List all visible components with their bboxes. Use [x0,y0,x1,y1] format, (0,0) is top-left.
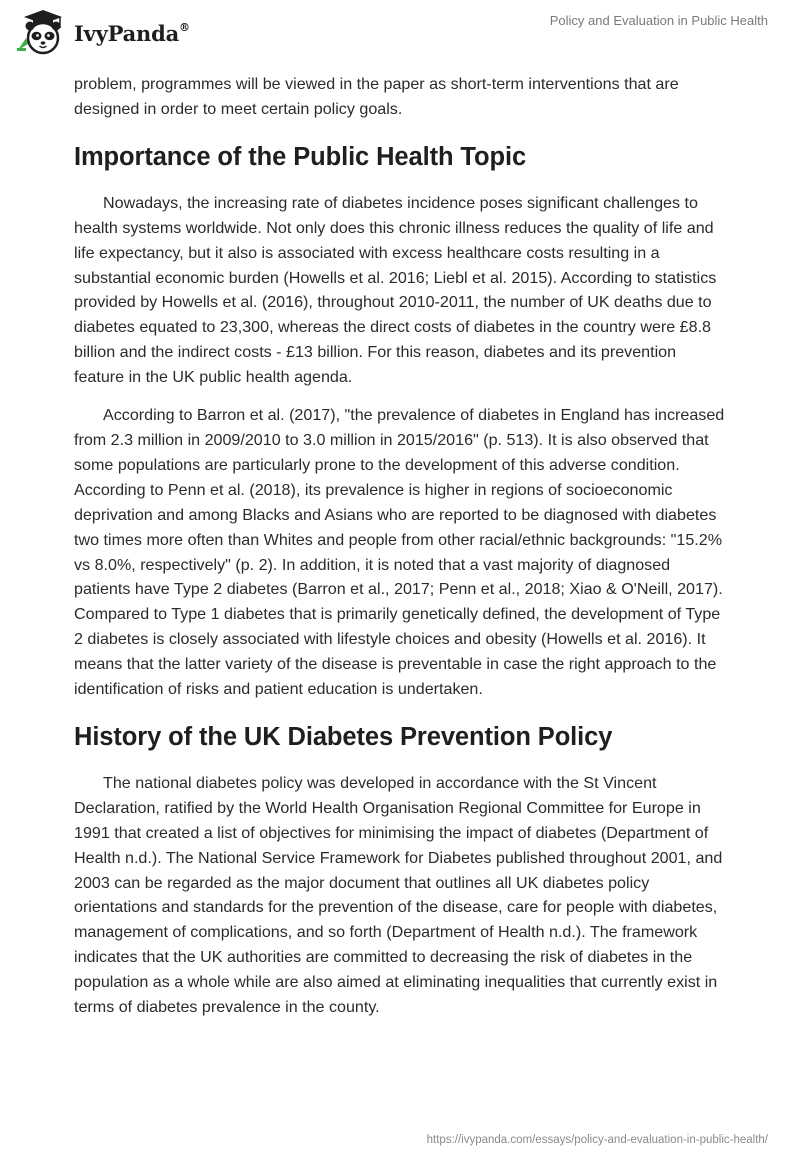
paragraph: According to Barron et al. (2017), "the prevalence of diabetes in England has increased from 2.3 million in 2009/2010 to 3.0 million in 2015/2016" (p. 513). It is also observed that some populations are particularly prone to the development of this adverse condition. According to Penn et al. (2018), its prevalence is higher in regions of socioeconomic deprivation and among Blacks and Asians who are reported to be diagnosed with diabetes two times more often than Whites and people from other racial/ethnic backgrounds: "15.2% vs 8.0%, respectively" (p. 2). In addition, it is noted that a vast majority of diagnosed patients have Type 2 diabetes (Barron et al., 2017; Penn et al., 2018; Xiao & O'Neill, 2017). Compared to Type 1 diabetes that is primarily genetically defined, the development of Type 2 diabetes is closely associated with lifestyle choices and obesity (Howells et al. 2016). It means that the latter variety of the disease is preventable in case the right approach to the identification of risks and patient education is undertaken. [74,406,725,699]
document-title: Policy and Evaluation in Public Health [549,13,768,28]
source-url-link[interactable]: https://ivypanda.com/essays/policy-and-evaluation-in-public-health/ [426,1134,768,1146]
panda-graduate-icon [14,8,68,58]
brand-logo[interactable] [14,8,190,58]
essay-content [74,72,726,1033]
brand-name: IvyPanda® [74,20,190,46]
section-heading-history: History of the UK Diabetes Prevention Policy [74,722,613,751]
section-heading-importance: Importance of the Public Health Topic [74,142,527,171]
paragraph: The national diabetes policy was developed in accordance with the St Vincent Declaration, ratified by the World Health Organisation Regional Committee for Europe in 1991 that created a list of objectives for minimising the impact of diabetes (Department of Health n.d.). The National Service Framework for Diabetes published throughout 2001, and 2003 can be regarded as the major document that outlines all UK diabetes policy orientations and standards for the prevention of the disease, care for people with diabetes, management of complications, and so forth (Department of Health n.d.). The framework indicates that the UK authorities are committed to decreasing the risk of diabetes in the population as a whole while are also aimed at eliminating inequalities that currently exist in terms of diabetes prevalence in the county. [74,773,723,1017]
paragraph: Nowadays, the increasing rate of diabetes incidence poses significant challenges to health systems worldwide. Not only does this chronic illness reduces the quality of life and life expectancy, but it also is associated with excess healthcare costs resulting in a substantial economic burden (Howells et al. 2016; Liebl et al. 2015). According to statistics provided by Howells et al. (2016), throughout 2010-2011, the number of UK deaths due to diabetes equated to 23,300, whereas the direct costs of diabetes in the country were £8.8 billion and the indirect costs - £13 billion. For this reason, diabetes and its prevention feature in the UK public health agenda. [74,193,717,387]
page-header [0,0,800,64]
intro-paragraph: problem, programmes will be viewed in the paper as short-term interventions that are designed in order to meet certain policy goals. [74,75,679,118]
